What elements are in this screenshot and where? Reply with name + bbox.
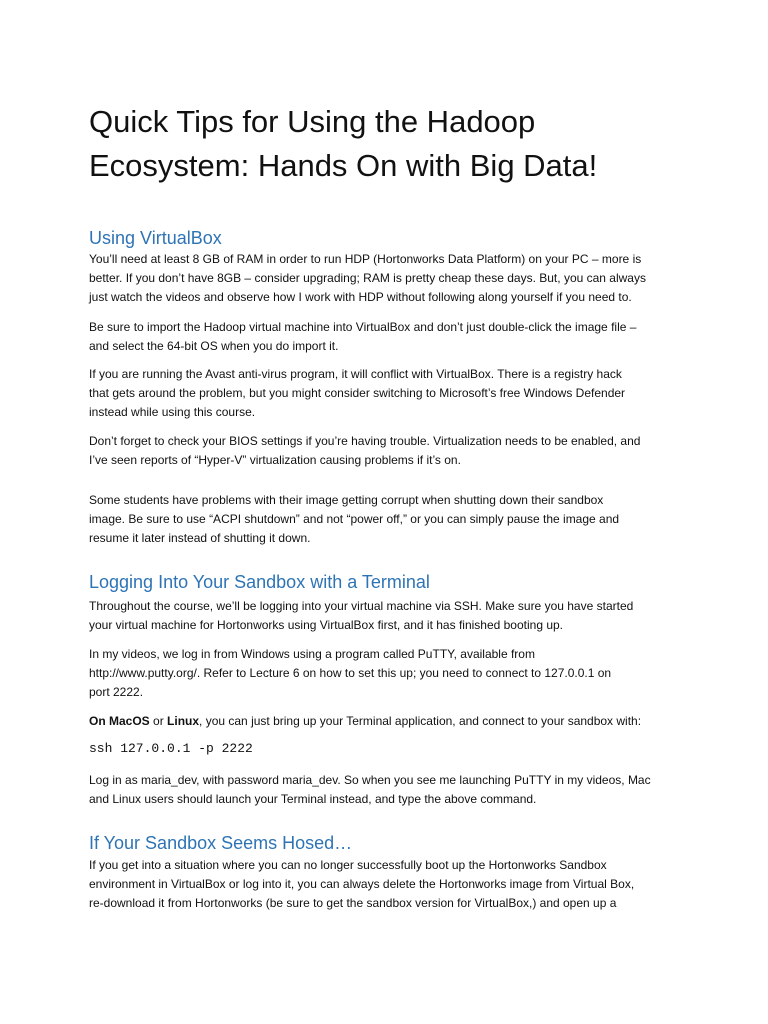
text-line: and Linux users should launch your Terminal instead, and type the above command. [89,792,537,806]
text-line: image. Be sure to use “ACPI shutdown” and not “power off,” or you can simply pause the image and [89,512,620,526]
text-line: Don’t forget to check your BIOS settings if you’re having trouble. Virtualization needs to be enabled, and [89,434,641,448]
section-terminal [89,570,689,594]
section-heading-terminal: Logging Into Your Sandbox with a Terminal [89,572,430,592]
text-line: Throughout the course, we’ll be logging into your virtual machine via SSH. Make sure you have started [89,599,634,613]
paragraph-ram [89,250,646,307]
text-line: Be sure to import the Hadoop virtual machine into VirtualBox and don’t just double-click the image file – [89,320,637,334]
paragraph-bios [89,432,640,470]
text-line: that gets around the problem, but you might consider switching to Microsoft’s free Windows Defender [89,386,626,400]
paragraph-putty [89,645,611,702]
ssh-command: ssh 127.0.0.1 -p 2222 [89,741,253,756]
title-line-1: Quick Tips for Using the Hadoop [89,104,536,139]
document-page [89,0,689,1024]
text-or: or [149,714,168,728]
bold-macos: On MacOS [89,714,150,728]
text-line: resume it later instead of shutting it down. [89,531,311,545]
section-hosed [89,831,689,855]
bold-linux: Linux [167,714,200,728]
text-line: Some students have problems with their image getting corrupt when shutting down their sandbox [89,493,604,507]
text-line: just watch the videos and observe how I work with HDP without following along yourself if you need to. [89,290,632,304]
text-line [89,712,641,731]
text-line: If you get into a situation where you can no longer successfully boot up the Hortonworks Sandbox [89,858,607,872]
section-heading-hosed: If Your Sandbox Seems Hosed… [89,833,353,853]
document-title [89,100,689,188]
text-line: better. If you don’t have 8GB – consider upgrading; RAM is pretty cheap these days. But, you can always [89,271,646,285]
paragraph-import [89,318,636,356]
text-line: your virtual machine for Hortonworks using VirtualBox first, and it has finished booting up. [89,618,564,632]
paragraph-login [89,771,651,809]
paragraph-shutdown [89,491,619,548]
text-line: re-download it from Hortonworks (be sure to get the sandbox version for VirtualBox,) and open up a [89,896,617,910]
text-line: You’ll need at least 8 GB of RAM in order to run HDP (Hortonworks Data Platform) on your PC – more is [89,252,642,266]
text-line: environment in VirtualBox or log into it, you can always delete the Hortonworks image from Virtual Box, [89,877,635,891]
paragraph-ssh [89,597,633,635]
text-line: and select the 64-bit OS when you do import it. [89,339,339,353]
paragraph-macos-linux [89,712,641,731]
title-line-2: Ecosystem: Hands On with Big Data! [89,148,598,183]
paragraph-hosed [89,856,634,913]
text-line: If you are running the Avast anti-virus program, it will conflict with VirtualBox. There is a registry hack [89,367,622,381]
text-line: In my videos, we log in from Windows using a program called PuTTY, available from [89,647,535,661]
text-rest: , you can just bring up your Terminal application, and connect to your sandbox with: [199,714,642,728]
text-line: instead while using this course. [89,405,256,419]
text-line: http://www.putty.org/. Refer to Lecture 6 on how to set this up; you need to connect to 127.0.0.1 on [89,666,612,680]
text-line: port 2222. [89,685,144,699]
section-heading-virtualbox: Using VirtualBox [89,228,222,248]
text-line: I’ve seen reports of “Hyper-V” virtualization causing problems if it’s on. [89,453,461,467]
section-virtualbox [89,226,689,250]
text-line: Log in as maria_dev, with password maria_dev. So when you see me launching PuTTY in my videos, Mac [89,773,651,787]
paragraph-avast [89,365,625,422]
